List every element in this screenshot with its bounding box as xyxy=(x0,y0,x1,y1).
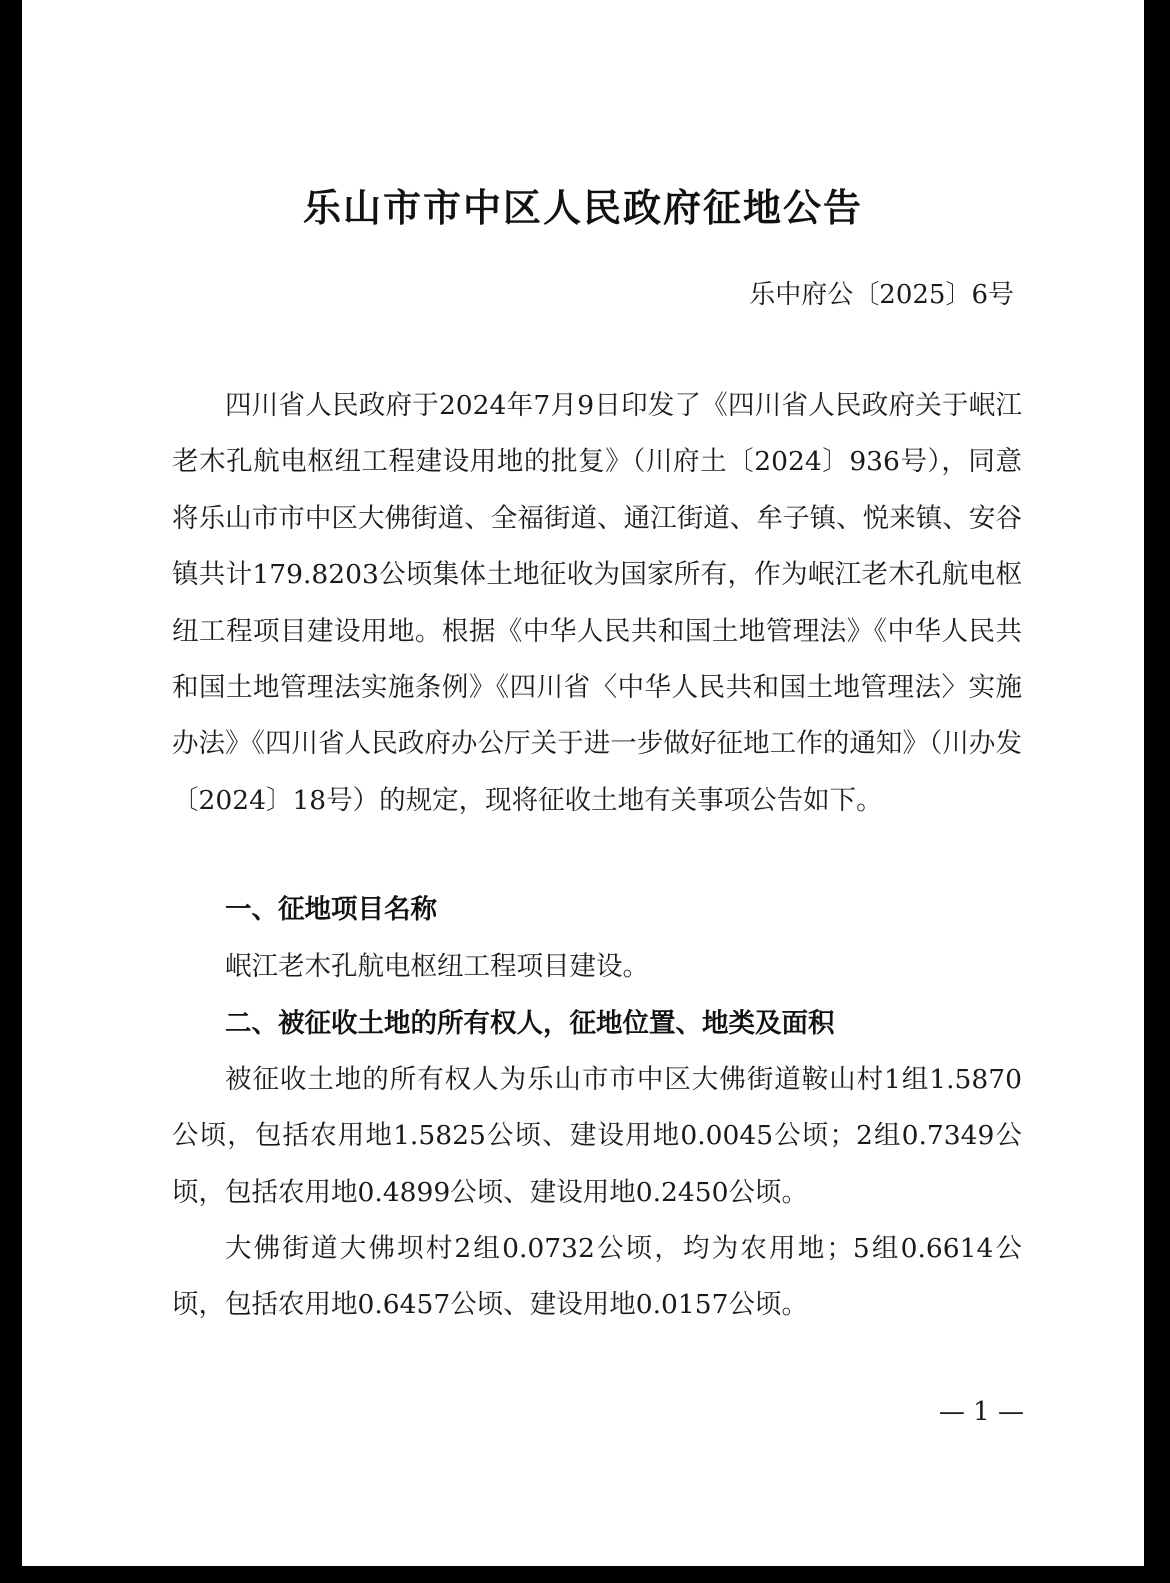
section-2-paragraph-2: 大佛街道大佛坝村2组0.0732公顷，均为农用地；5组0.6614公顷，包括农用地0.6457公顷、建设用地0.0157公顷。 xyxy=(172,1233,1022,1321)
section-1-heading: 一、征地项目名称 xyxy=(225,894,437,925)
document-title: 乐山市市中区人民政府征地公告 xyxy=(302,186,863,230)
document-number: 乐中府公〔2025〕6号 xyxy=(749,280,1014,310)
page-number: — 1 — xyxy=(938,1397,1024,1427)
intro-paragraph: 四川省人民政府于2024年7月9日印发了《四川省人民政府关于岷江老木孔航电枢纽工程建设用地的批复》（川府土〔2024〕936号），同意将乐山市市中区大佛街道、全福街道、通江街道、牟子镇、悦来镇、安谷镇共计179.8203公顷集体土地征收为国家所有，作为岷江老木孔航电枢纽工程项目建设用地。根据《中华人民共和国土地管理法》《中华人民共和国土地管理法实施条例》《四川省〈中华人民共和国土地管理法〉实施办法》《四川省人民政府办公厅关于进一步做好征地工作的通知》（川办发〔2024〕18号）的规定，现将征收土地有关事项公告如下。 xyxy=(172,390,1022,816)
section-1-body: 岷江老木孔航电枢纽工程项目建设。 xyxy=(225,951,649,982)
section-2-paragraph-1: 被征收土地的所有权人为乐山市市中区大佛街道鞍山村1组1.5870公顷，包括农用地1.5825公顷、建设用地0.0045公顷；2组0.7349公顷，包括农用地0.4899公顷、建设用地0.2450公顷。 xyxy=(172,1064,1022,1208)
document-page xyxy=(22,0,1144,1566)
section-2-heading: 二、被征收土地的所有权人，征地位置、地类及面积 xyxy=(225,1008,835,1039)
